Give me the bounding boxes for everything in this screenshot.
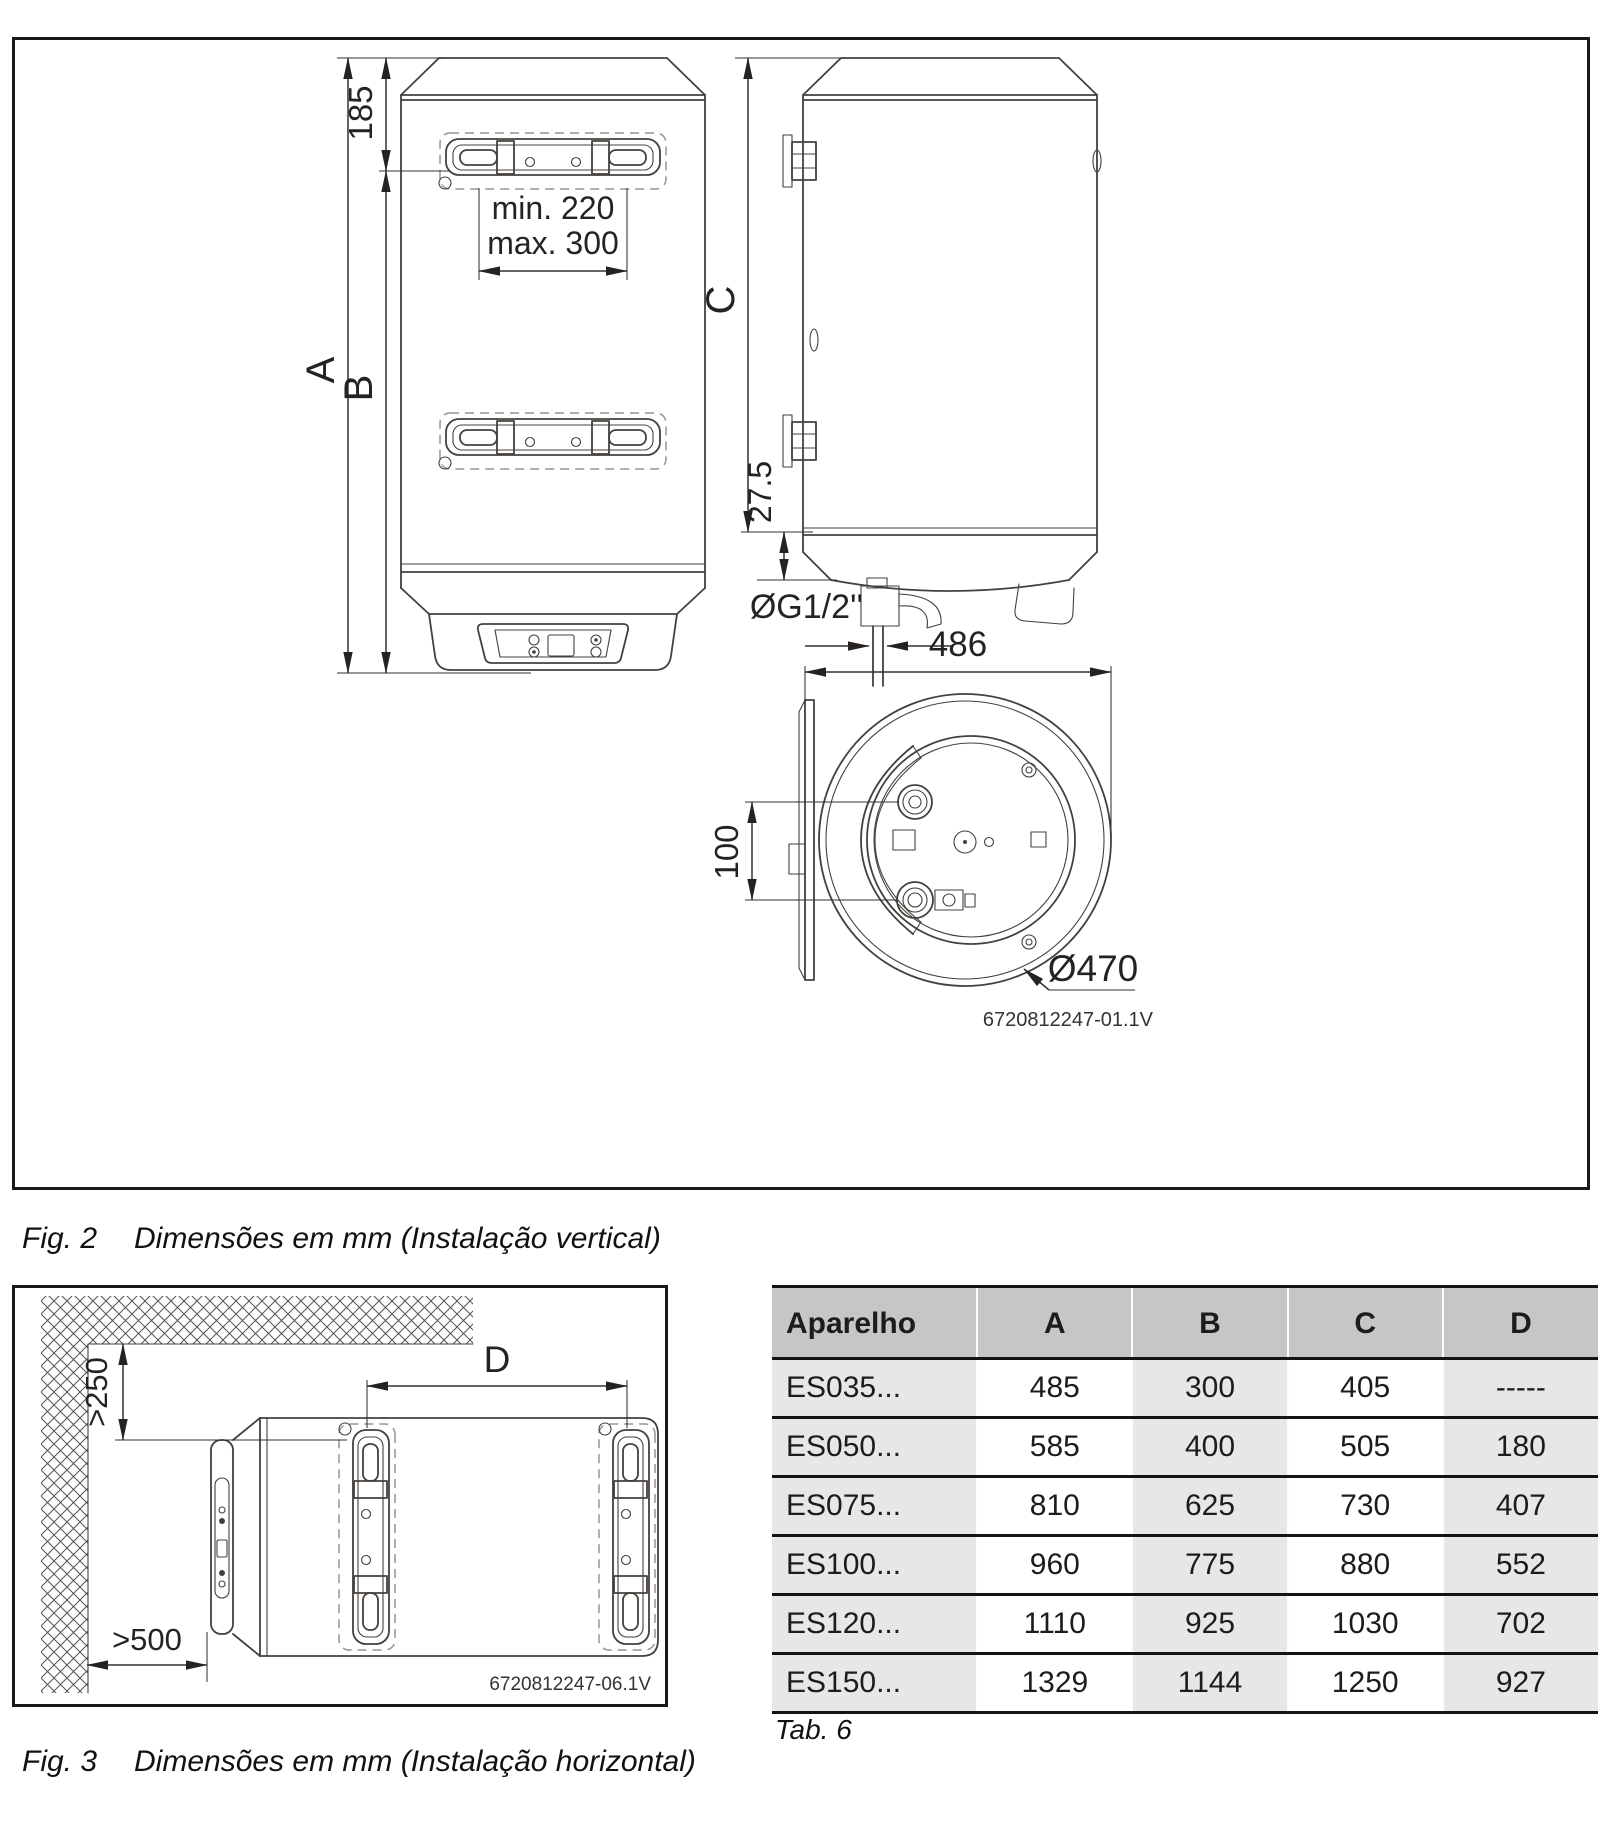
fig3-dimensions [79, 1339, 651, 1695]
dimension-value-cell: 552 [1443, 1536, 1598, 1595]
dimension-value-cell: 1250 [1288, 1654, 1443, 1713]
wall-bracket-profile [783, 135, 816, 187]
dimensions-table [772, 1285, 1598, 1714]
water-connection-lower [897, 882, 975, 918]
dimension-value-cell: 300 [1132, 1359, 1287, 1418]
wall-hatching [41, 1296, 473, 1693]
mounting-bracket [439, 413, 666, 469]
table-header-cell: B [1132, 1287, 1287, 1359]
wall-plate [789, 700, 814, 980]
drain-pipe [873, 626, 883, 686]
dimension-value-cell: 625 [1132, 1477, 1287, 1536]
dimension-value-cell: 485 [977, 1359, 1132, 1418]
dimension-value-cell: 1110 [977, 1595, 1132, 1654]
dimension-value-cell: 960 [977, 1536, 1132, 1595]
device-model-cell: ES150... [772, 1654, 977, 1713]
mounting-bracket [339, 1423, 395, 1650]
dimension-value-cell: 730 [1288, 1477, 1443, 1536]
control-panel [478, 624, 628, 663]
dimension-value-cell: 585 [977, 1418, 1132, 1477]
display-window [548, 635, 574, 656]
dimension-value-cell: 810 [977, 1477, 1132, 1536]
table-row [772, 1536, 1598, 1595]
table-header-cell: D [1443, 1287, 1598, 1359]
dim-a-label: A [299, 356, 343, 384]
table-body [772, 1359, 1598, 1713]
figure3-caption [22, 1745, 696, 1779]
dimension-value-cell: 775 [1132, 1536, 1287, 1595]
table-row [772, 1359, 1598, 1418]
figure3-caption-text: Dimensões em mm (Instalação horizontal) [134, 1745, 696, 1778]
wall-bracket-profile [783, 415, 816, 467]
dimension-value-cell: 180 [1443, 1418, 1598, 1477]
device-model-cell: ES035... [772, 1359, 977, 1418]
dimension-value-cell: 405 [1288, 1359, 1443, 1418]
figure2-caption [22, 1222, 661, 1256]
table-header-cell: Aparelho [772, 1287, 977, 1359]
horizontal-heater [211, 1418, 658, 1656]
dim-250-label: >250 [79, 1357, 114, 1427]
display-window [217, 1540, 227, 1557]
dimension-value-cell: 1144 [1132, 1654, 1287, 1713]
dim-c-label: C [699, 285, 743, 315]
dimension-value-cell: 505 [1288, 1418, 1443, 1477]
table-row [772, 1595, 1598, 1654]
bottom-view [708, 625, 1154, 1031]
drawing-code: 6720812247-06.1V [489, 1674, 651, 1695]
front-view [299, 58, 705, 673]
dim-min-label: min. 220 [491, 190, 615, 226]
dimension-value-cell: 1329 [977, 1654, 1132, 1713]
dimension-value-cell: ----- [1443, 1359, 1598, 1418]
table-header-cell: A [977, 1287, 1132, 1359]
drawing-code: 6720812247-01.1V [982, 1009, 1153, 1031]
dimension-value-cell: 880 [1288, 1536, 1443, 1595]
device-model-cell: ES120... [772, 1595, 977, 1654]
table-header-row [772, 1287, 1598, 1359]
dim-100-label: 100 [708, 824, 745, 880]
figure3-frame [12, 1285, 668, 1707]
dimension-value-cell: 400 [1132, 1418, 1287, 1477]
table-caption: Tab. 6 [775, 1714, 852, 1745]
dimension-value-cell: 927 [1443, 1654, 1598, 1713]
side-view [699, 58, 1101, 686]
table-row [772, 1477, 1598, 1536]
dimension-value-cell: 702 [1443, 1595, 1598, 1654]
water-connection-upper [898, 785, 932, 819]
dim-max-label: max. 300 [487, 225, 619, 261]
mounting-bracket [439, 133, 666, 189]
control-panel [215, 1478, 229, 1598]
device-model-cell: ES100... [772, 1536, 977, 1595]
dim-185-label: 185 [342, 85, 379, 141]
dimension-value-cell: 407 [1443, 1477, 1598, 1536]
table-header-cell: C [1288, 1287, 1443, 1359]
dimension-value-cell: 925 [1132, 1595, 1287, 1654]
mounting-bracket [599, 1423, 655, 1650]
device-model-cell: ES050... [772, 1418, 977, 1477]
dim-d-label: D [483, 1339, 511, 1380]
dimension-value-cell: 1030 [1288, 1595, 1443, 1654]
figure3-drawing [15, 1288, 665, 1704]
device-model-cell: ES075... [772, 1477, 977, 1536]
table-row [772, 1654, 1598, 1713]
figure2-frame [12, 37, 1590, 1190]
dim-27-5-label: 27.5 [742, 460, 778, 524]
table-row [772, 1418, 1598, 1477]
figure2-caption-label: Fig. 2 [22, 1222, 98, 1255]
figure3-caption-label: Fig. 3 [22, 1745, 98, 1778]
dim-b-label: B [337, 374, 381, 402]
dim-500-label: >500 [112, 1622, 182, 1657]
dim-470-label: Ø470 [1047, 948, 1139, 989]
dim-486-label: 486 [928, 625, 988, 664]
figure2-drawing [15, 40, 1587, 1187]
dim-pipe-label: ØG1/2'' [749, 588, 863, 626]
figure2-caption-text: Dimensões em mm (Instalação vertical) [134, 1222, 661, 1255]
